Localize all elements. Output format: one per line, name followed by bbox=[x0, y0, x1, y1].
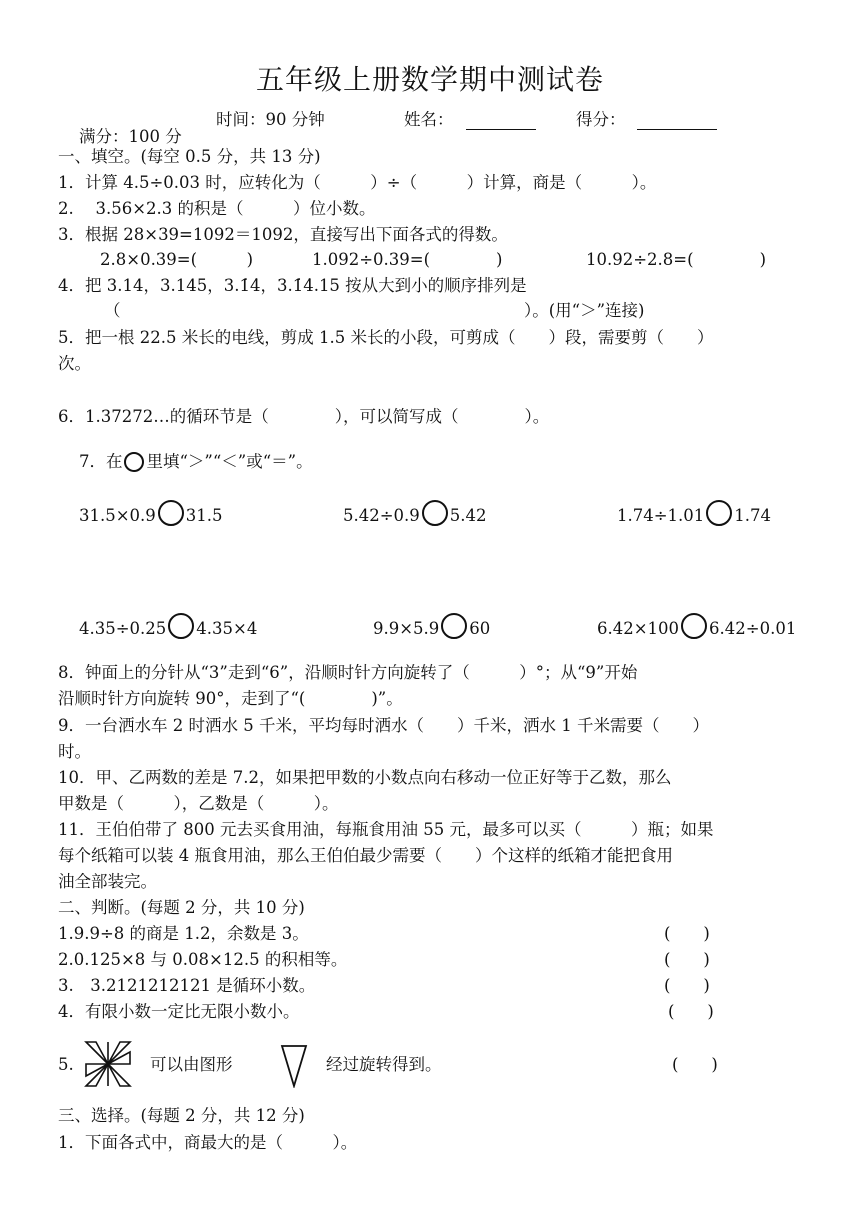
q1-11b: 每个纸箱可以装 4 瓶食用油，那么王伯伯最少需要（ ）个这样的纸箱才能把食用 bbox=[58, 846, 673, 865]
q1-11a: 11．王伯伯带了 800 元去买食用油，每瓶食用油 55 元，最多可以买（ ）瓶；如果 bbox=[58, 820, 714, 839]
q1-4-close: ）。(用“＞”连接) bbox=[524, 301, 645, 320]
q1-3c: 10.92÷2.8=( ) bbox=[586, 250, 767, 269]
compare-item: 1.74÷1.01 1.74 bbox=[596, 483, 771, 542]
judge-item-4: 4．有限小数一定比无限小数小。 bbox=[58, 1002, 300, 1021]
judge-paren-1[interactable]: ( ) bbox=[664, 924, 710, 943]
q1-3: 3．根据 28×39=1092＝1092，直接写出下面各式的得数。 bbox=[58, 225, 508, 244]
judge-paren-4[interactable]: ( ) bbox=[668, 1002, 714, 1021]
q1-3a: 2.8×0.39=( ) bbox=[100, 250, 254, 269]
q1-11c: 油全部装完。 bbox=[58, 872, 157, 891]
compare-item: 5.42÷0.9 5.42 bbox=[322, 483, 487, 542]
q1-2: 2. 3.56×2.3 的积是（ ）位小数。 bbox=[58, 199, 376, 218]
compare-circle[interactable] bbox=[441, 613, 467, 639]
full-score-label: 满分：100 分 bbox=[78, 126, 182, 146]
judge-item-5-end: 经过旋转得到。 bbox=[326, 1055, 442, 1074]
q1-7 bbox=[58, 435, 313, 488]
q1-5b: 次。 bbox=[58, 354, 91, 373]
choice-q1: 1．下面各式中，商最大的是（ ）。 bbox=[58, 1133, 358, 1152]
section2-heading: 二、判断。(每题 2 分，共 10 分) bbox=[58, 898, 305, 917]
q1-8b: 沿顺时针方向旋转 90°，走到了“( )”。 bbox=[58, 689, 403, 708]
q1-8a: 8．钟面上的分针从“3”走到“6”，沿顺时针方向旋转了（ ）°；从“9”开始 bbox=[58, 663, 638, 682]
q1-6: 6．1.37272…的循环节是（ ），可以简写成（ ）。 bbox=[58, 407, 550, 426]
compare-circle[interactable] bbox=[158, 500, 184, 526]
judge-paren-2[interactable]: ( ) bbox=[664, 950, 710, 969]
q1-5a: 5．把一根 22.5 米长的电线，剪成 1.5 米长的小段，可剪成（ ）段，需要剪（ ） bbox=[58, 328, 714, 347]
q1-7-pre: 7．在 bbox=[78, 451, 123, 471]
judge-item-3: 3. 3.2121212121 是循环小数。 bbox=[58, 976, 316, 995]
q1-10b: 甲数是（ ），乙数是（ ）。 bbox=[58, 794, 339, 813]
score-label: 得分： bbox=[576, 110, 626, 129]
compare-item: 31.5×0.9 31.5 bbox=[58, 483, 223, 542]
q1-10a: 10．甲、乙两数的差是 7.2，如果把甲数的小数点向右移动一位正好等于乙数，那么 bbox=[58, 768, 672, 787]
score-blank[interactable] bbox=[637, 113, 717, 130]
q1-1: 1．计算 4.5÷0.03 时，应转化为（ ）÷（ ）计算，商是（ ）。 bbox=[58, 173, 657, 192]
compare-circle[interactable] bbox=[422, 500, 448, 526]
compare-item: 9.9×5.9 60 bbox=[352, 596, 490, 655]
q1-4-open: （ bbox=[104, 301, 121, 320]
page-title: 五年级上册数学期中测试卷 bbox=[255, 63, 604, 96]
time-label: 时间：90 分钟 bbox=[216, 110, 325, 129]
q1-7-post: 里填“＞”“＜”或“＝”。 bbox=[146, 451, 313, 471]
judge-item-2: 2.0.125×8 与 0.08×12.5 的积相等。 bbox=[58, 950, 348, 969]
section1-heading: 一、填空。(每空 0.5 分，共 13 分) bbox=[58, 147, 321, 166]
compare-circle[interactable] bbox=[681, 613, 707, 639]
q1-9b: 时。 bbox=[58, 742, 91, 761]
section3-heading: 三、选择。(每题 2 分，共 12 分) bbox=[58, 1106, 305, 1125]
triangle-figure-icon bbox=[280, 1044, 308, 1088]
compare-item: 6.42×100 6.42÷0.01 bbox=[576, 596, 796, 655]
judge-item-1: 1.9.9÷8 的商是 1.2，余数是 3。 bbox=[58, 924, 309, 943]
judge-item-5-mid: 可以由图形 bbox=[150, 1055, 233, 1074]
compare-circle[interactable] bbox=[706, 500, 732, 526]
judge-paren-3[interactable]: ( ) bbox=[664, 976, 710, 995]
name-blank[interactable] bbox=[466, 113, 536, 130]
judge-item-5-num: 5. bbox=[58, 1055, 74, 1074]
q1-4: 4．把 3.14，3.145，3.1̇4̇，3.1̇4̇.15 按从大到小的顺序排列是 bbox=[58, 276, 527, 295]
name-label: 姓名： bbox=[404, 110, 454, 129]
pinwheel-figure-icon bbox=[82, 1038, 134, 1090]
judge-paren-5[interactable]: ( ) bbox=[672, 1055, 718, 1074]
q1-9a: 9．一台洒水车 2 时洒水 5 千米，平均每时洒水（ ）千米，洒水 1 千米需要（ ） bbox=[58, 716, 709, 735]
circle-icon bbox=[124, 452, 144, 472]
q1-3b: 1.092÷0.39=( ) bbox=[312, 250, 503, 269]
compare-circle[interactable] bbox=[168, 613, 194, 639]
compare-item: 4.35÷0.25 4.35×4 bbox=[58, 596, 257, 655]
